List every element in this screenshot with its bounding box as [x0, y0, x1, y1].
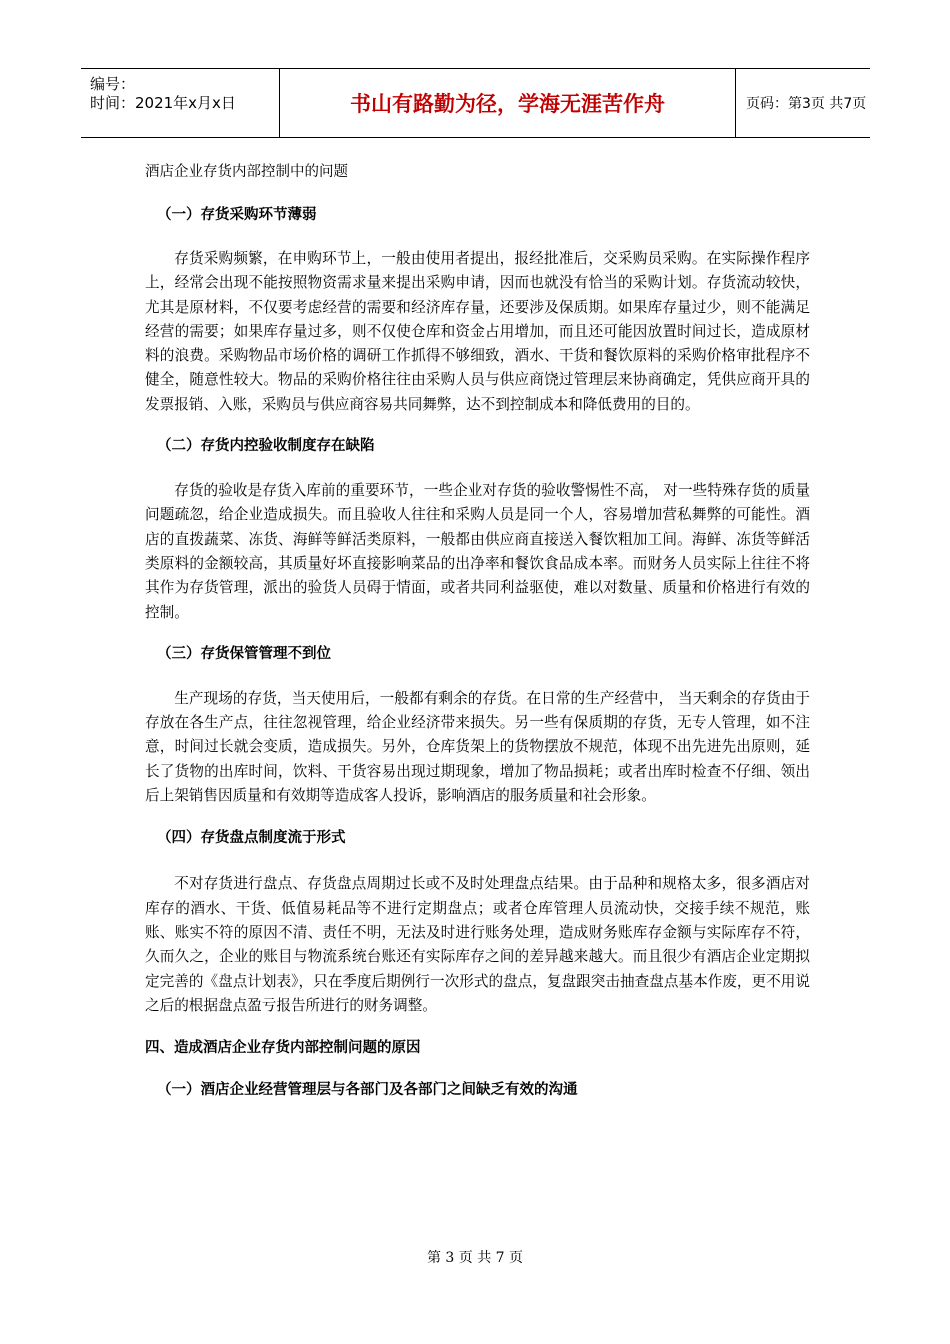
section-heading-4: （四）存货盘点制度流于形式 — [157, 830, 346, 847]
section-paragraph-4: 不对存货进行盘点、存货盘点周期过长或不及时处理盘点结果。由于品种和规格太多，很多酒店对库存的酒水、干货、低值易耗品等不进行定期盘点；或者仓库管理人员流动快，交接手续不规范，账账、账实不符的原因不清、责任不明，无法及时进行账务处理，造成财务账库存金额与实际库存不符，久而久之，企业的账目与物流系统台账还有实际库存之间的差异越来越大。而且很少有酒店企业定期拟定完善的《盘点计划表》，只在季度后期例行一次形式的盘点，复盘跟突击抽查盘点基本作废，更不用说之后的根据盘点盈亏报告所进行的财务调整。 — [145, 875, 810, 1014]
document-body — [145, 160, 810, 1102]
section-paragraph-2: 存货的验收是存货入库前的重要环节，一些企业对存货的验收警惕性不高， 对一些特殊存货的质量问题疏忽，给企业造成损失。而且验收人往往和采购人员是同一个人，容易增加营私舞弊的可能性。酒店的直拨蔬菜、冻货、海鲜等鲜活类原料，一般都由供应商直接送入餐饮粗加工间。海鲜、冻货等鲜活类原料的金额较高，其质量好坏直接影响菜品的出净率和餐饮食品成本率。而财务人员实际上往往不将其作为存货管理，派出的验货人员碍于情面，或者共同利益驱使，难以对数量、质量和价格进行有效的控制。 — [145, 482, 810, 621]
section-heading-1: （一）存货采购环节薄弱 — [157, 207, 317, 223]
part4-sub-heading: （一）酒店企业经营管理层与各部门及各部门之间缺乏有效的沟通 — [157, 1082, 578, 1099]
header-motto-cell — [280, 69, 736, 137]
page-header — [81, 68, 870, 138]
section-heading-2: （二）存货内控验收制度存在缺陷 — [157, 438, 375, 455]
section-paragraph-3: 生产现场的存货，当天使用后，一般都有剩余的存货。在日常的生产经营中， 当天剩余的存货由于存放在各生产点，往往忽视管理，给企业经济带来损失。另一些有保质期的存货，无专人管理，如不注意，时间过长就会变质，造成损失。另外，仓库货架上的货物摆放不规范，体现不出先进先出原则，延长了货物的出库时间，饮料、干货容易出现过期现象，增加了物品损耗；或者出库时检查不仔细、领出后上架销售因质量和有效期等造成客人投诉，影响酒店的服务质量和社会形象。 — [145, 689, 810, 805]
time-label: 时间：2021年x月x日 — [90, 94, 236, 112]
part4-heading: 四、造成酒店企业存货内部控制问题的原因 — [145, 1040, 421, 1057]
header-page-cell — [736, 69, 870, 137]
section-paragraph-1: 存货采购频繁，在申购环节上，一般由使用者提出，报经批准后，交采购员采购。在实际操作程序上，经常会出现不能按照物资需求量来提出采购申请，因而也就没有恰当的采购计划。存货流动较快，尤其是原材料，不仅要考虑经营的需要和经济库存量，还要涉及保质期。如果库存量过少，则不能满足经营的需要；如果库存量过多，则不仅使仓库和资金占用增加，而且还可能因放置时间过长，造成原材料的浪费。采购物品市场价格的调研工作抓得不够细致，酒水、干货和餐饮原料的采购价格审批程序不健全，随意性较大。物品的采购价格往往由采购人员与供应商饶过管理层来协商确定，凭供应商开具的发票报销、入账，采购员与供应商容易共同舞弊，达不到控制成本和降低费用的目的。 — [145, 250, 810, 413]
section-heading-3: （三）存货保管管理不到位 — [157, 645, 331, 662]
page-info: 页码：第3页 共7页 — [746, 96, 867, 112]
page-footer: 第 3 页 共 7 页 — [426, 1250, 524, 1266]
motto-text: 书山有路勤为径，学海无涯苦作舟 — [350, 92, 665, 116]
serial-label: 编号： — [90, 75, 136, 93]
section-title: 酒店企业存货内部控制中的问题 — [145, 164, 348, 180]
header-meta-cell — [81, 69, 280, 137]
